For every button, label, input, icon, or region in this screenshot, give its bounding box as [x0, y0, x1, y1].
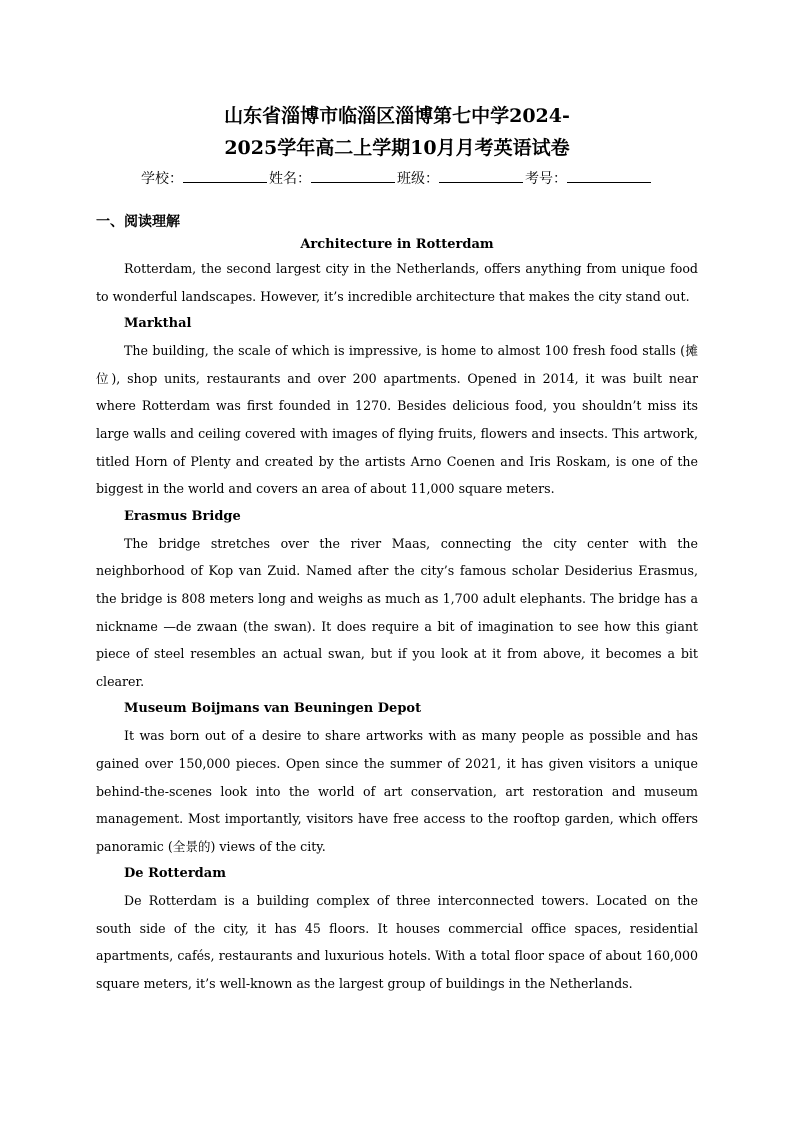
exam-page	[96, 100, 698, 998]
part-heading-museum-depot: Museum Boijmans van Beuningen Depot	[124, 701, 422, 717]
intro-paragraph: Rotterdam, the second largest city in the Netherlands, offers anything from unique food to wonderful landscapes. However, it’s incredible architecture that makes the city stand out.	[96, 261, 698, 304]
part-text-museum-depot: It was born out of a desire to share artworks with as many people as possible and has gained over 150,000 pieces. Open since the summer of 2021, it has given visitors a unique behind-the-scenes look into the world of art conservation, art restoration and museum management. Most importantly, visitors have free access to the rooftop garden, which offers panoramic (全景的) views of the city.	[96, 728, 698, 854]
school-label: 学校：	[141, 171, 183, 187]
student-info-row	[96, 168, 698, 190]
name-blank[interactable]	[311, 168, 395, 183]
section-heading: 一、阅读理解	[96, 214, 180, 230]
school-field	[141, 168, 269, 190]
exam-title-line-1: 山东省淄博市临淄区淄博第七中学2024-	[224, 105, 570, 127]
exam-number-blank[interactable]	[567, 168, 651, 183]
exam-title-line-2: 2025学年高二上学期10月月考英语试卷	[224, 137, 570, 159]
class-field	[397, 168, 525, 190]
exam-number-label: 考号：	[525, 171, 567, 187]
part-heading-de-rotterdam: De Rotterdam	[124, 866, 226, 882]
part-text-markthal: The building, the scale of which is impressive, is home to almost 100 fresh food stalls (摊位), shop units, restaurants and over 200 apartments. Opened in 2014, it was built near where Rotterdam was first founded in 1270. Besides delicious food, you shouldn’t miss its large walls and ceiling covered with images of flying fruits, flowers and insects. This artwork, titled Horn of Plenty and created by the artists Arno Coenen and Iris Roskam, is one of the biggest in the world and covers an area of about 11,000 square meters.	[96, 343, 698, 497]
exam-number-field	[525, 168, 653, 190]
name-field	[269, 168, 397, 190]
part-text-erasmus-bridge: The bridge stretches over the river Maas, connecting the city center with the neighborhood of Kop van Zuid. Named after the city’s famous scholar Desiderius Erasmus, the bridge is 808 meters long and weighs as much as 1,700 adult elephants. The bridge has a nickname —de zwaan (the swan). It does require a bit of imagination to see how this giant piece of steel resembles an actual swan, but if you look at it from above, it becomes a bit clearer.	[96, 535, 698, 689]
class-blank[interactable]	[439, 168, 523, 183]
part-heading-markthal: Markthal	[124, 316, 192, 332]
name-label: 姓名：	[269, 171, 311, 187]
article-title: Architecture in Rotterdam	[300, 237, 494, 252]
exam-title	[96, 100, 698, 164]
part-text-de-rotterdam: De Rotterdam is a building complex of three interconnected towers. Located on the south side of the city, it has 45 floors. It houses commercial office spaces, residential apartments, cafés, restaurants and luxurious hotels. With a total floor space of about 160,000 square meters, it’s well-known as the largest group of buildings in the Netherlands.	[96, 893, 698, 992]
part-heading-erasmus-bridge: Erasmus Bridge	[124, 508, 241, 524]
class-label: 班级：	[397, 171, 439, 187]
school-blank[interactable]	[183, 168, 267, 183]
